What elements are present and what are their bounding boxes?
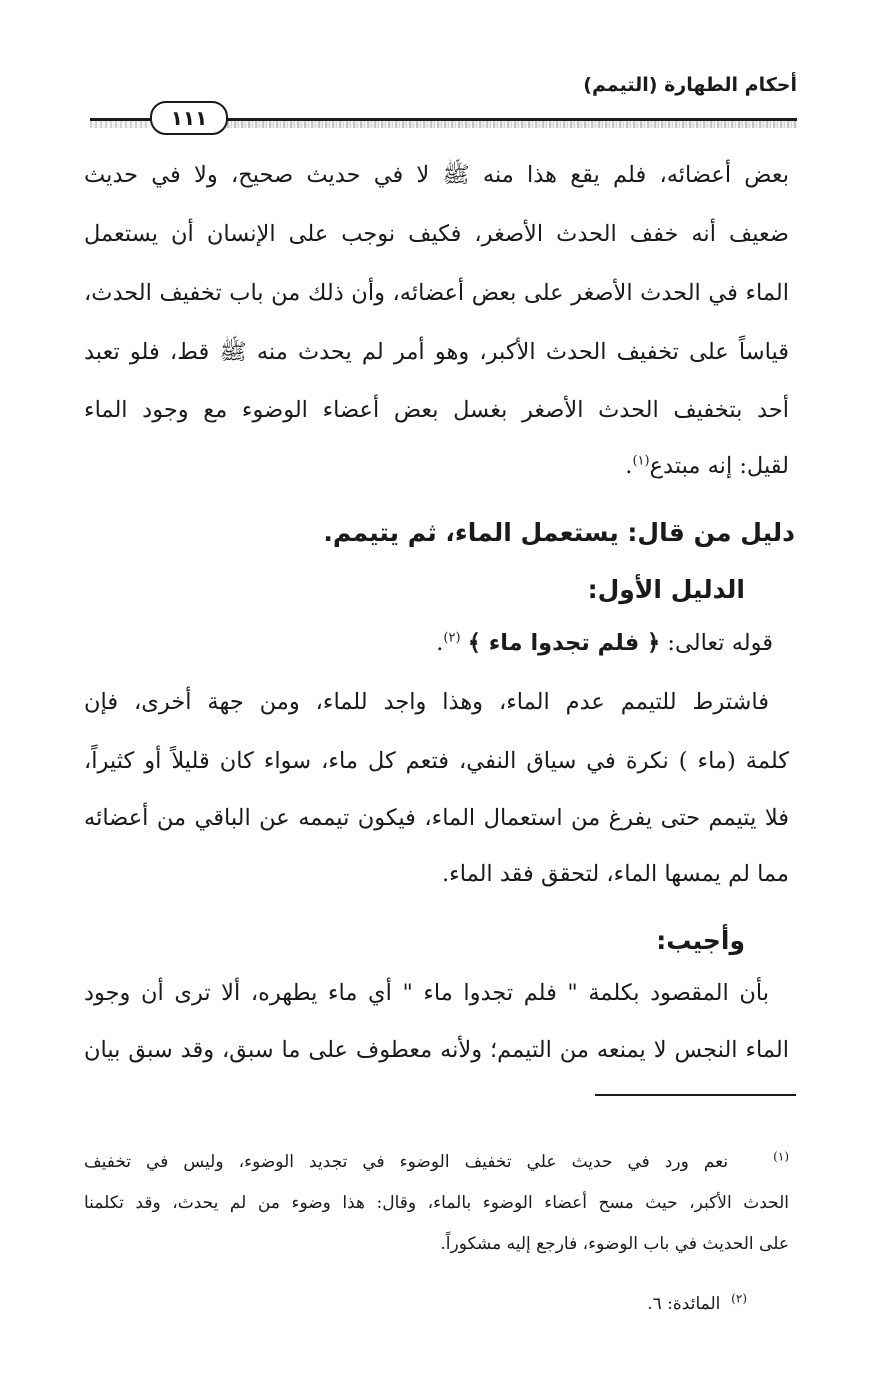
verse-intro: قوله تعالى: xyxy=(660,630,773,656)
body-line: كلمة (ماء ) نكرة في سياق النفي، فتعم كل ماء، سواء كان قليلاً أو كثيراً، xyxy=(84,748,789,774)
footnote-text: المائدة: ٦. xyxy=(647,1294,721,1314)
body-line: الماء النجس لا يمنعه من التيمم؛ ولأنه معطوف على ما سبق، وقد سبق بيان xyxy=(84,1037,789,1063)
body-text: . xyxy=(625,453,633,479)
footnote-ref: (٢) xyxy=(443,630,461,646)
subsection-heading: الدليل الأول: xyxy=(587,575,745,604)
verse-line xyxy=(436,628,773,658)
footnote-text: نعم ورد في حديث علي تخفيف الوضوء في تجديد الوضوء، وليس في تخفيف xyxy=(84,1152,729,1172)
body-line: بأن المقصود بكلمة " فلم تجدوا ماء " أي ماء يطهره، ألا ترى أن وجود xyxy=(84,980,769,1006)
subsection-heading: وأجيب: xyxy=(656,926,745,955)
footnote-line xyxy=(84,1292,747,1316)
body-line: الماء في الحدث الأصغر على بعض أعضائه، وأن ذلك من باب تخفيف الحدث، xyxy=(84,280,789,306)
footnote-marker: (١) xyxy=(773,1149,789,1164)
body-line: قياساً على تخفيف الحدث الأكبر، وهو أمر لم يحدث منه ﷺ قط، فلو تعبد xyxy=(84,339,789,365)
header-ornament xyxy=(220,121,797,128)
footnote-line: الحدث الأكبر، حيث مسح أعضاء الوضوء بالماء، وقال: هذا وضوء من لم يحدث، وقد تكلمنا xyxy=(84,1193,789,1213)
body-line: مما لم يمسها الماء، لتحقق فقد الماء. xyxy=(441,861,789,887)
body-line: فلا يتيمم حتى يفرغ من استعمال الماء، فيكون تيممه عن الباقي من أعضائه xyxy=(84,805,789,831)
body-line: أحد بتخفيف الحدث الأصغر بغسل بعض أعضاء الوضوء مع وجود الماء xyxy=(84,397,789,423)
footnote-line: على الحديث في باب الوضوء، فارجع إليه مشكوراً. xyxy=(440,1234,789,1254)
footnote-rule xyxy=(595,1094,796,1096)
header-ornament-left xyxy=(90,121,150,128)
footnote-marker: (٢) xyxy=(731,1291,747,1306)
footnote-line xyxy=(84,1150,789,1174)
body-text: لقيل: إنه مبتدع xyxy=(649,453,789,479)
running-title: أحكام الطهارة (التيمم) xyxy=(583,74,797,96)
body-line: بعض أعضائه، فلم يقع هذا منه ﷺ لا في حديث صحيح، ولا في حديث xyxy=(84,162,789,188)
footnote-ref: (١) xyxy=(632,453,650,469)
body-line xyxy=(84,451,789,481)
quran-verse: ﴿ فلم تجدوا ماء ﴾ xyxy=(467,630,661,656)
body-text: . xyxy=(436,630,444,656)
body-line: ضعيف أنه خفف الحدث الأصغر، فكيف نوجب على الإنسان أن يستعمل xyxy=(84,221,789,247)
body-line: فاشترط للتيمم عدم الماء، وهذا واجد للماء، ومن جهة أخرى، فإن xyxy=(84,689,769,715)
page-number: ١١١ xyxy=(150,101,228,135)
section-heading: دليل من قال: يستعمل الماء، ثم يتيمم. xyxy=(323,518,795,547)
